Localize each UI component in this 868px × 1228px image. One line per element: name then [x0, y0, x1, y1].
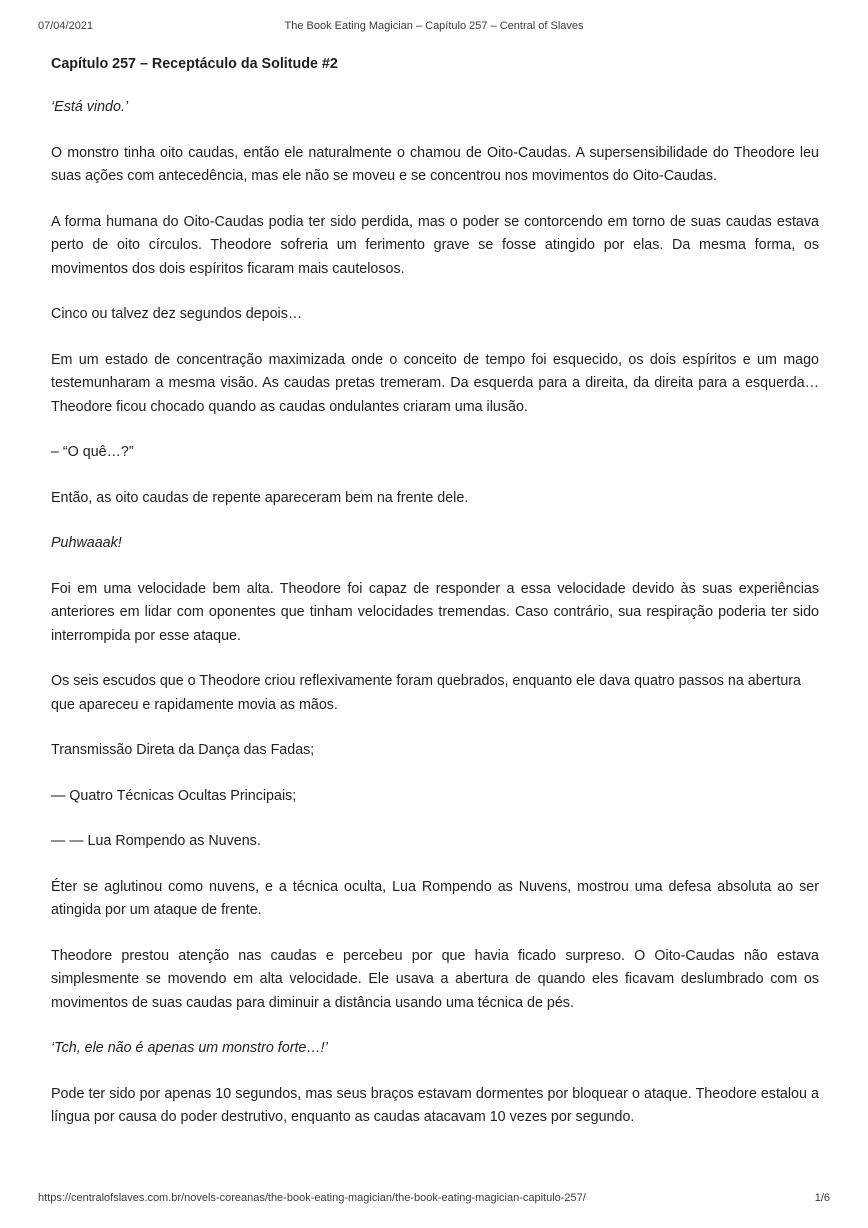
dialogue-line: – “O quê…?” — [51, 444, 134, 460]
technique-line: — Quatro Técnicas Ocultas Principais; — [51, 787, 297, 804]
print-date: 07/04/2021 — [38, 20, 94, 32]
print-footer — [38, 1192, 830, 1208]
paragraph: Éter se aglutinou como nuvens, e a técnica oculta, Lua Rompendo as Nuvens, mostrou uma defesa absoluta ao ser atingida por um ataque de frente. — [51, 878, 819, 918]
paragraph: Theodore prestou atenção nas caudas e percebeu por que havia ficado surpreso. O Oito-Caudas não estava simplesmente se movendo em alta velocidade. Ele usava a abertura de quando eles ficavam deslumbrado com os movimentos de suas caudas para diminuir a distância usando uma técnica de pés. — [51, 947, 819, 1011]
technique-line: — — Lua Rompendo as Nuvens. — [51, 833, 261, 849]
document-title: The Book Eating Magician – Capítulo 257 – Central of Slaves — [284, 20, 584, 32]
page-number: 1/6 — [814, 1192, 830, 1204]
source-url: https://centralofslaves.com.br/novels-coreanas/the-book-eating-magician/the-book-eating-magician-capitulo-257/ — [38, 1192, 586, 1204]
print-header — [38, 20, 830, 36]
paragraph: Foi em uma velocidade bem alta. Theodore foi capaz de responder a essa velocidade devido às suas experiências anteriores em lidar com oponentes que tinham velocidades tremendas. Caso contrário, sua respiração poderia ter sido interrompida por esse ataque. — [51, 580, 819, 644]
paragraph: O monstro tinha oito caudas, então ele naturalmente o chamou de Oito-Caudas. A supersensibilidade do Theodore leu suas ações com antecedência, mas ele não se moveu e se concentrou nos movimentos do Oito-Caudas. — [51, 144, 819, 184]
paragraph: Em um estado de concentração maximizada onde o conceito de tempo foi esquecido, os dois espíritos e um mago testemunharam a mesma visão. As caudas pretas tremeram. Da esquerda para a direita, da direita para a esquerda… Theodore ficou chocado quando as caudas ondulantes criaram uma ilusão. — [51, 351, 819, 415]
paragraph-italic: ‘Está vindo.’ — [51, 99, 129, 115]
paragraph-italic: ‘Tch, ele não é apenas um monstro forte…!’ — [51, 1040, 328, 1056]
chapter-content — [51, 54, 819, 1152]
chapter-title: Capítulo 257 – Receptáculo da Solitude #2 — [51, 56, 338, 72]
paragraph: Os seis escudos que o Theodore criou reflexivamente foram quebrados, enquanto ele dava quatro passos na abertura que apareceu e rapidamente movia as mãos. — [51, 673, 801, 713]
paragraph: Então, as oito caudas de repente apareceram bem na frente dele. — [51, 489, 469, 506]
technique-line: Transmissão Direta da Dança das Fadas; — [51, 742, 315, 758]
paragraph: Cinco ou talvez dez segundos depois… — [51, 306, 303, 322]
paragraph: Pode ter sido por apenas 10 segundos, mas seus braços estavam dormentes por bloquear o ataque. Theodore estalou a língua por causa do poder destrutivo, enquanto as caudas atacavam 10 vezes por segundo. — [51, 1085, 819, 1125]
paragraph: A forma humana do Oito-Caudas podia ter sido perdida, mas o poder se contorcendo em torno de suas caudas estava perto de oito círculos. Theodore sofreria um ferimento grave se fosse atingido por elas. Da mesma forma, os movimentos dos dois espíritos ficaram mais cautelosos. — [51, 213, 819, 277]
sound-effect: Puhwaaak! — [51, 535, 122, 551]
